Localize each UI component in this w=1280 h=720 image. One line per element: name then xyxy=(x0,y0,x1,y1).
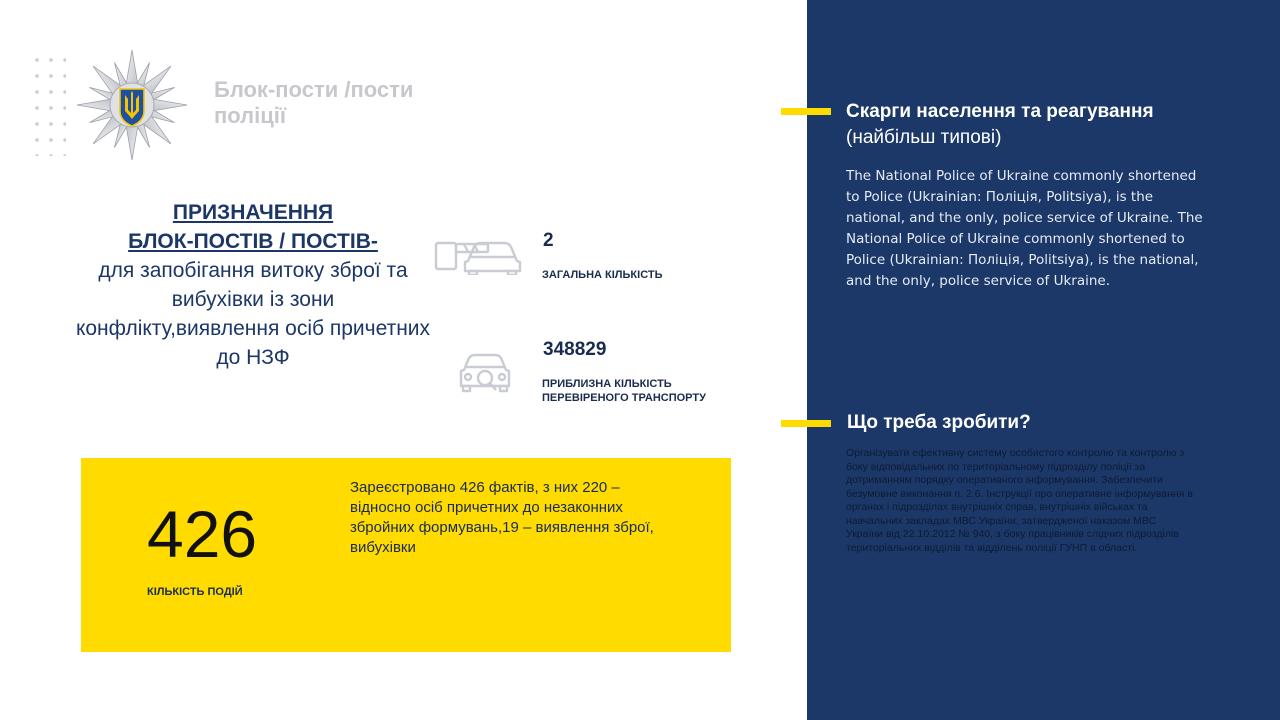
complaints-title-bold: Скарги населення та реагування xyxy=(846,101,1154,122)
purpose-block xyxy=(70,198,436,372)
purpose-text: для запобігання витоку зброї та вибухівки із зони конфлікту,виявлення осіб причетних до НЗФ xyxy=(75,259,431,369)
decorative-dot-grid xyxy=(30,52,66,156)
todo-body: Організувати ефективну систему особистого контролю та контролю з боку відповідальних по територіальному підрозділу поліції за дотриманням порядку оперативного інформування. Забезпечити безумовне виконання п. 2.6. Інструкції про оперативне інформування в органах і підрозділах внутрішніх справ, внутрішніх військах та навчальних закладах МВС України, затвердженої наказом МВС України від 22.10.2012 № 940, з боку працівників слідчих підрозділів територіальних відділів та відділень поліції ГУНП в області. xyxy=(846,447,1193,554)
complaints-title-rest: (найбільш типові) xyxy=(846,127,1002,148)
police-star-emblem-icon xyxy=(74,48,190,162)
car-search-icon xyxy=(458,352,512,396)
events-box xyxy=(81,458,731,652)
todo-accent-bar xyxy=(781,420,831,427)
stat-label-total: ЗАГАЛЬНА КІЛЬКІСТЬ xyxy=(542,269,663,281)
complaints-accent-bar xyxy=(781,108,831,115)
events-description: Зареєстровано 426 фактів, з них 220 – відносно осіб причетних до незаконних збройних формувань,19 – виявлення зброї, вибухівки xyxy=(350,479,654,556)
complaints-title xyxy=(846,99,1196,151)
barrier-car-icon xyxy=(434,231,524,275)
page-title: Блок-пости /пости поліції xyxy=(214,77,414,128)
events-count-label: КІЛЬКІСТЬ ПОДІЙ xyxy=(147,586,243,598)
stat-value-vehicles: 348829 xyxy=(543,339,607,360)
purpose-heading-line2: БЛОК-ПОСТІВ / ПОСТІВ- xyxy=(128,230,378,253)
stat-value-total: 2 xyxy=(543,230,554,251)
events-count: 426 xyxy=(147,497,258,571)
stat-label-vehicles: ПРИБЛИЗНА КІЛЬКІСТЬ ПЕРЕВІРЕНОГО ТРАНСПОРТУ xyxy=(542,378,706,404)
complaints-body: The National Police of Ukraine commonly shortened to Police (Ukrainian: Поліція, Politsiya), is the national, and the only, police service of Ukraine. The National Police of Ukraine commonly shortened to Police (Ukrainian: Поліція, Politsiya), is the national, and the only, police service of Ukraine. xyxy=(846,168,1203,289)
todo-title: Що треба зробити? xyxy=(847,412,1031,433)
purpose-heading-line1: ПРИЗНАЧЕННЯ xyxy=(172,201,334,224)
